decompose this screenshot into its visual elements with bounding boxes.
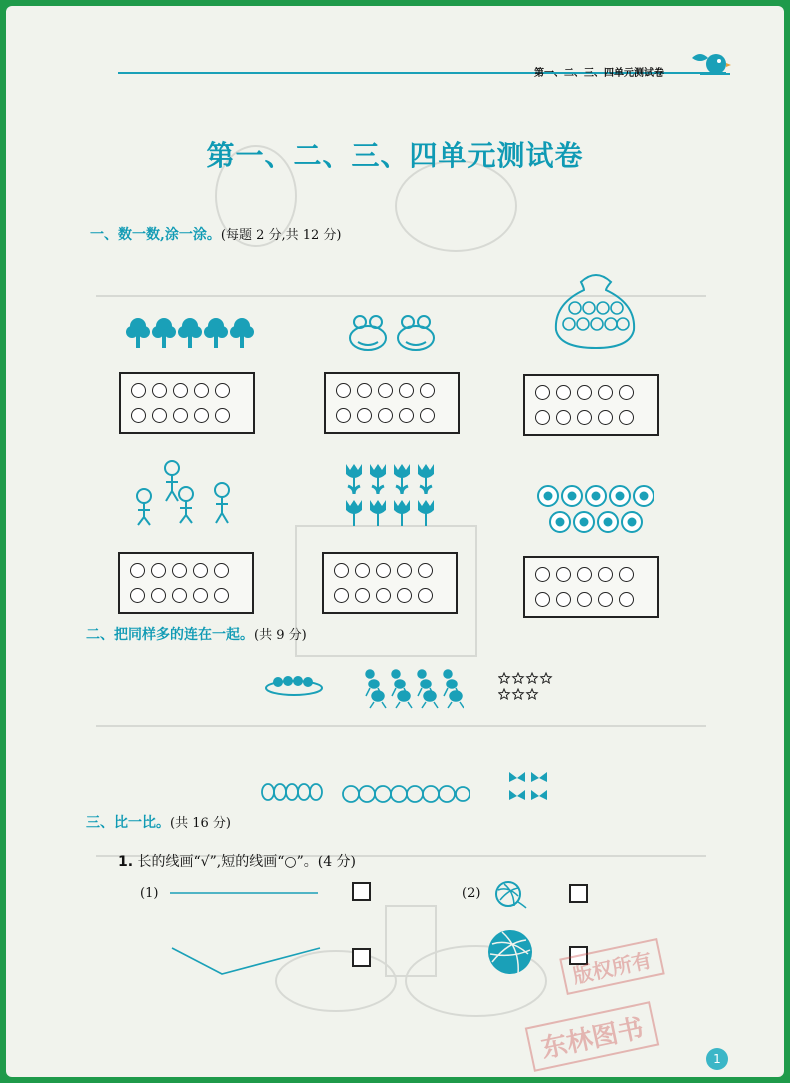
tomato-icon[interactable]: [342, 782, 470, 804]
page-title: 第一、二、三、四单元测试卷: [206, 139, 584, 172]
egg-icon[interactable]: [260, 782, 326, 802]
answer-box[interactable]: [352, 948, 371, 967]
soccer-ball-icon: [536, 484, 654, 534]
ant-icon[interactable]: [362, 666, 464, 710]
copyright-stamp: 版权所有: [559, 938, 665, 995]
fish-plate-icon[interactable]: [264, 670, 324, 696]
child-icon: [130, 458, 238, 528]
answer-box[interactable]: [569, 884, 588, 903]
coloring-box[interactable]: [322, 552, 458, 614]
publisher-stamp: 东林图书: [525, 1001, 660, 1072]
section-3-heading: 三、比一比。(共 16 分): [86, 815, 231, 831]
coloring-box[interactable]: [324, 372, 460, 434]
star-icon[interactable]: [498, 672, 556, 702]
page-number: 1: [706, 1048, 728, 1070]
yarn-ball-icon: [486, 928, 538, 978]
answer-box[interactable]: [352, 882, 371, 901]
coloring-box[interactable]: [119, 372, 255, 434]
item-label-1: (1): [140, 886, 159, 901]
butterfly-icon[interactable]: [506, 770, 552, 806]
item-label-2: (2): [462, 886, 481, 901]
running-title: 第一、二、三、四单元测试卷: [534, 68, 664, 79]
section-2-heading: 二、把同样多的连在一起。(共 9 分): [86, 627, 307, 643]
long-line: [170, 890, 320, 896]
coloring-box[interactable]: [523, 374, 659, 436]
worksheet-page: [6, 6, 784, 1077]
question-1: 1. 长的线画“√”,短的线画“○”。(4 分): [118, 854, 357, 870]
yarn-ball-icon: [494, 880, 528, 910]
coloring-box[interactable]: [523, 556, 659, 618]
apple-bag-icon: [551, 268, 641, 350]
tulip-icon: [342, 460, 440, 532]
frog-icon: [346, 312, 442, 354]
section-1-heading: 一、数一数,涂一涂。(每题 2 分,共 12 分): [90, 227, 342, 243]
tree-icon: [126, 316, 256, 352]
coloring-box[interactable]: [118, 552, 254, 614]
bird-icon: [686, 48, 732, 78]
bent-line: [170, 944, 322, 978]
